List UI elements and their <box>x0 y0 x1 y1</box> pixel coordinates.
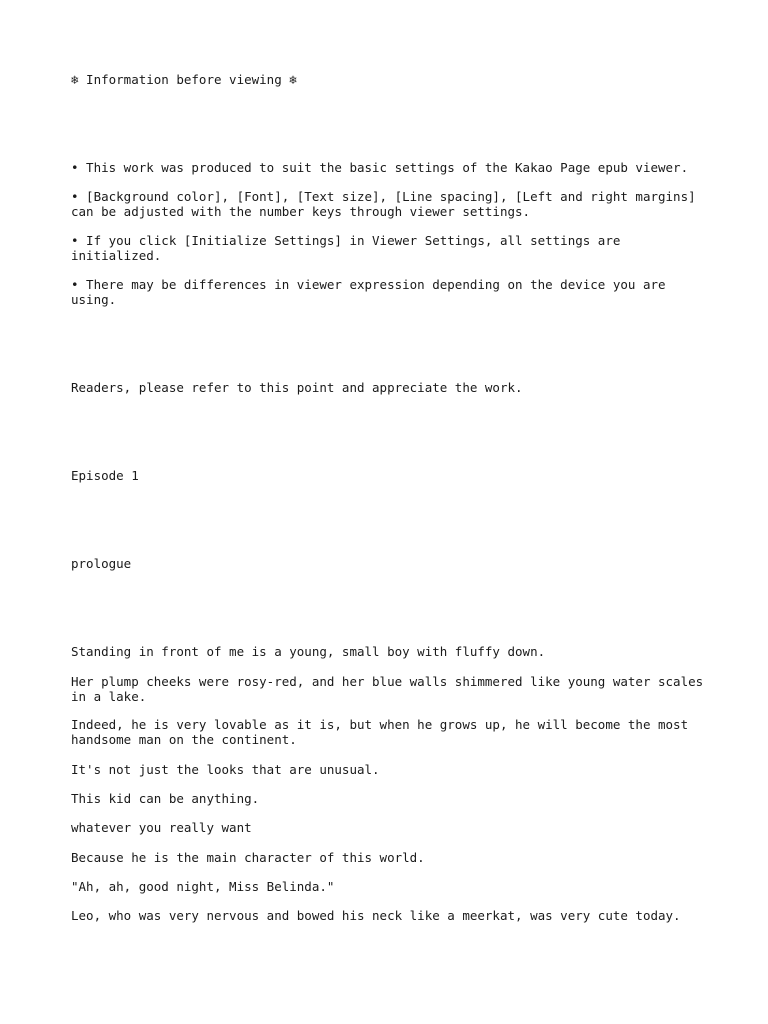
story-paragraph: It's not just the looks that are unusual. <box>71 762 380 777</box>
story-paragraph: Because he is the main character of this world. <box>71 850 425 865</box>
notice-item: • [Background color], [Font], [Text size], [Line spacing], [Left and right margins] can be adjusted with the number keys through viewer settings. <box>71 189 696 219</box>
notice-item: • If you click [Initialize Settings] in Viewer Settings, all settings are initialized. <box>71 233 621 263</box>
notice-item: • There may be differences in viewer expression depending on the device you are using. <box>71 277 666 307</box>
chapter-heading: prologue <box>71 556 132 571</box>
notice-title: ❄ Information before viewing ❄ <box>71 72 297 87</box>
story-paragraph: whatever you really want <box>71 820 252 835</box>
story-paragraph: Her plump cheeks were rosy-red, and her blue walls shimmered like young water scales in a lake. <box>71 674 704 704</box>
story-paragraph: "Ah, ah, good night, Miss Belinda." <box>71 879 335 894</box>
notice-item: • This work was produced to suit the basic settings of the Kakao Page epub viewer. <box>71 160 689 175</box>
story-paragraph: Leo, who was very nervous and bowed his neck like a meerkat, was very cute today. <box>71 908 681 923</box>
story-paragraph: This kid can be anything. <box>71 791 260 806</box>
episode-heading: Episode 1 <box>71 468 139 483</box>
readers-note: Readers, please refer to this point and appreciate the work. <box>71 380 523 395</box>
story-paragraph: Indeed, he is very lovable as it is, but when he grows up, he will become the most handsome man on the continent. <box>71 717 689 747</box>
story-paragraph: Standing in front of me is a young, small boy with fluffy down. <box>71 644 546 659</box>
